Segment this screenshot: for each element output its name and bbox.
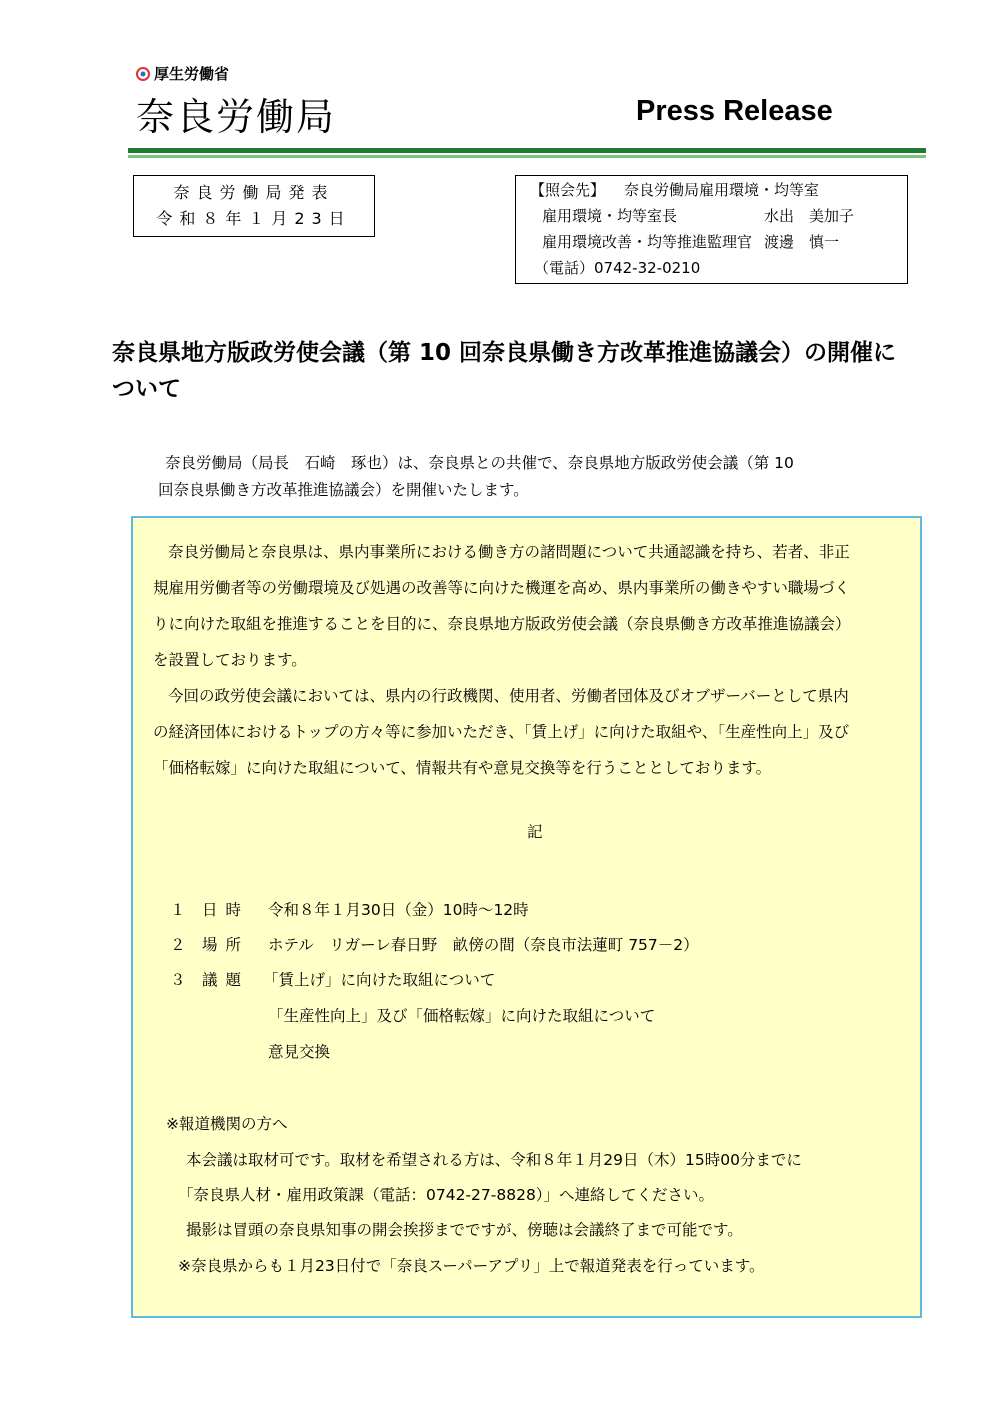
item-number: １ bbox=[170, 901, 186, 919]
item-number: ３ bbox=[170, 971, 186, 989]
ministry-label: 厚生労働省 bbox=[154, 65, 230, 83]
press-line: 撮影は冒頭の奈良県知事の開会挨拶までですが、傍聴は会議終了まで可能です。 bbox=[186, 1221, 743, 1239]
note-line: ※奈良県からも１月23日付で「奈良スーパーアプリ」上で報道発表を行っています。 bbox=[178, 1257, 765, 1275]
body-line: 「価格転嫁」に向けた取組について、情報共有や意見交換等を行うこととしております。 bbox=[153, 759, 772, 777]
body-line: りに向けた取組を推進することを目的に、奈良県地方版政労使会議（奈良県働き方改革推進協議会） bbox=[153, 615, 851, 633]
issue-date: 令和８年１月23日 bbox=[156, 209, 352, 228]
item-label: 議題 bbox=[202, 971, 250, 989]
contact-name-2: 渡邊 慎一 bbox=[764, 233, 840, 251]
item-number: ２ bbox=[170, 936, 186, 954]
item-value: 「賃上げ」に向けた取組について bbox=[263, 971, 496, 989]
page-title: 奈良県地方版政労使会議（第 10 回奈良県働き方改革推進協議会）の開催について bbox=[112, 340, 897, 402]
body-line: を設置しております。 bbox=[153, 651, 307, 669]
header-rule-light bbox=[128, 155, 926, 158]
contact-box bbox=[515, 175, 908, 284]
item-label: 日時 bbox=[202, 901, 250, 919]
agenda-line: 「生産性向上」及び「価格転嫁」に向けた取組について bbox=[268, 1007, 656, 1025]
body-line: の経済団体におけるトップの方々等に参加いただき、「賃上げ」に向けた取組や、「生産性向上」及び bbox=[153, 723, 850, 741]
press-heading: ※報道機関の方へ bbox=[166, 1115, 288, 1133]
body-line: 今回の政労使会議においては、県内の行政機関、使用者、労働者団体及びオブザーバーとして県内 bbox=[168, 687, 849, 705]
press-line: 本会議は取材可です。取材を希望される方は、令和８年１月29日（木）15時00分までに bbox=[186, 1151, 802, 1169]
press-line: 「奈良県人材・雇用政策課（電話：0742-27-8828）」へ連絡してください。 bbox=[178, 1186, 715, 1204]
header-rule-dark bbox=[128, 148, 926, 153]
ki-heading: 記 bbox=[527, 823, 543, 841]
lead-paragraph bbox=[158, 450, 925, 504]
lead-line: 奈良労働局（局長 石崎 琢也）は、奈良県との共催で、奈良県地方版政労使会議（第 10 bbox=[165, 454, 794, 472]
contact-office: 奈良労働局雇用環境・均等室 bbox=[624, 181, 820, 199]
contact-role-2: 雇用環境改善・均等推進監理官 bbox=[542, 233, 753, 251]
agenda-line: 意見交換 bbox=[268, 1043, 331, 1061]
ministry-logo-icon bbox=[136, 67, 150, 81]
issuer-line: 奈良労働局発表 bbox=[173, 183, 335, 202]
contact-label: 【照会先】 bbox=[530, 181, 606, 199]
item-row bbox=[0, 968, 1000, 992]
item-value: ホテル リガーレ春日野 畝傍の間（奈良市法蓮町 757－2） bbox=[268, 936, 699, 954]
ministry-name bbox=[136, 63, 229, 84]
contact-phone: （電話）0742-32-0210 bbox=[534, 259, 701, 277]
item-label: 場所 bbox=[202, 936, 250, 954]
body-line: 奈良労働局と奈良県は、県内事業所における働き方の諸問題について共通認識を持ち、若者、非正 bbox=[168, 543, 850, 561]
item-row bbox=[0, 898, 1000, 922]
contact-role-1: 雇用環境・均等室長 bbox=[542, 207, 678, 225]
item-value: 令和８年１月30日（金）10時～12時 bbox=[268, 901, 529, 919]
contact-name-1: 水出 美加子 bbox=[764, 207, 855, 225]
bureau-name: 奈良労働局 bbox=[136, 95, 337, 139]
lead-line: 回奈良県働き方改革推進協議会）を開催いたします。 bbox=[158, 481, 529, 499]
body-line: 規雇用労働者等の労働環境及び処遇の改善等に向けた機運を高め、県内事業所の働きやすい職場づく bbox=[153, 579, 850, 597]
issuer-box bbox=[133, 175, 375, 237]
item-row bbox=[0, 933, 1000, 957]
press-release-label: Press Release bbox=[636, 95, 833, 127]
